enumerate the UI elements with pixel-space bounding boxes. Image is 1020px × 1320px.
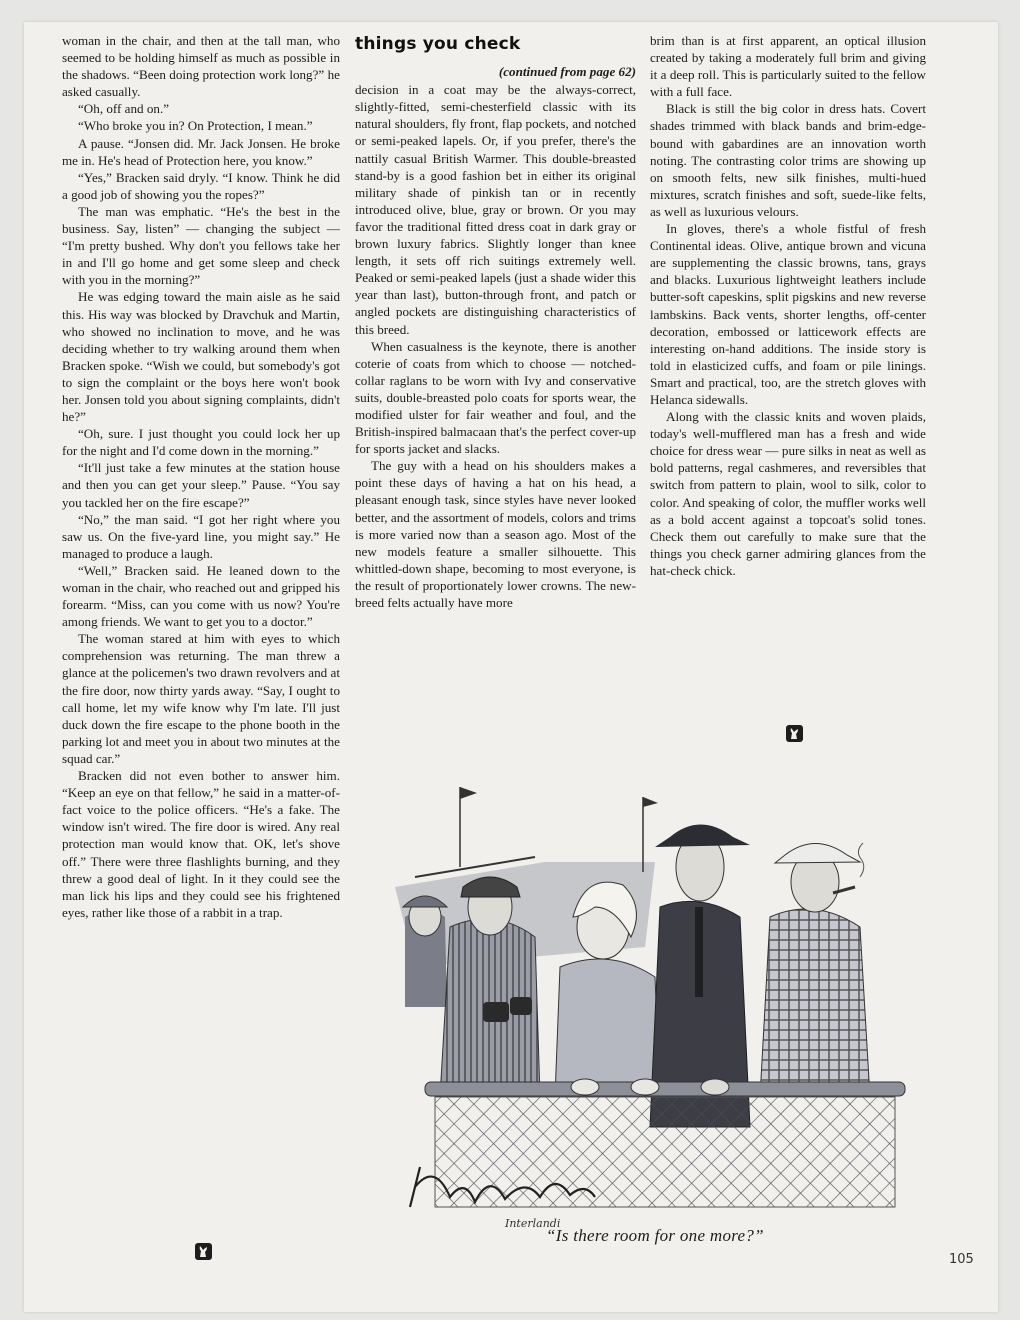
playboy-bunny-endmark-icon xyxy=(195,1243,212,1260)
article-paragraph: brim than is at first apparent, an optical illusion created by taking a moderately full brim and giving it a deep roll. This is particularly suited to the fellow with a full face. xyxy=(650,33,926,100)
story-paragraph: A pause. “Jonsen did. Mr. Jack Jonsen. He broke me in. He's head of Protection here, you know.” xyxy=(62,135,340,168)
artist-signature: Interlandi xyxy=(505,1217,561,1230)
article-paragraph: Along with the classic knits and woven plaids, today's well-mufflered man has a fresh and wide choice for dress wear — pure silks in neat as well as bold patterns, regal cashmeres, and reversibles that switch from pattern to plain, wool to silk, color to color. And speaking of color, the muffler works well as a bold accent against a topcoat's solid tones. Check them out carefully to make sure that the things you check garner admiring glances from the hat-check chick. xyxy=(650,409,926,578)
article-paragraph: decision in a coat may be the always-correct, slightly-fitted, semi-chesterfield classic with its natural shoulders, fly front, flap pockets, and notched or semi-peaked lapels. Or, if you prefer, there's the nattily casual British Warmer. This double-breasted stand-by is a good fashion bet in either its original military shade of pinkish tan or in recently introduced olive, blue, gray or brown. Or you may favor the traditional fitted dress coat in dark gray or brown luxury fabrics. Slightly longer than knee length, it sets off rich suitings extremely well. Peaked or semi-peaked lapels (just a shade wider this year than last), button-through front, and patch or angled pockets are distinguishing characteristics of this breed. xyxy=(355,82,636,337)
article-paragraph: In gloves, there's a whole fistful of fresh Continental ideas. Olive, antique brown and vicuna are supplementing the classic browns, tans, grays and blacks. Luxurious lightweight leathers include butter-soft capeskins, split pigskins and new reverse lambskins. Back vents, shorter lengths, off-center decoration, embossed or latticework effects are interesting on-hand additions. The inside story is told in elasticized cuffs, and foam or pile linings. Smart and practical, too, are the stretch gloves with Helanca sidewalls. xyxy=(650,221,926,407)
story-paragraph: “Yes,” Bracken said dryly. “I know. Think he did a good job of showing you the ropes?” xyxy=(62,169,340,202)
story-paragraph: “It'll just take a few minutes at the station house and then you can get your sleep.” Pause. “You say you tackled her on the fire escape?” xyxy=(62,460,340,510)
story-paragraph: He was edging toward the main aisle as he said this. His way was blocked by Dravchuk and Martin, who showed no inclination to move, and he was deciding whether to try walking around them when Bracken spoke. “Wish we could, but somebody's got to sign the complaint or the boys here won't book her. Jonsen told you about signing complaints, didn't he?” xyxy=(62,289,340,425)
story-paragraph: The woman stared at him with eyes to which comprehension was returning. The man threw a glance at the policemen's two drawn revolvers and at the fire door, now thirty yards away. “Say, I ought to call home, let my wife know why I'm late. I'll just duck down the fire escape to the phone booth in the parking lot and meet you in about two minutes at the squad car.” xyxy=(62,631,340,766)
article-headline: things you check xyxy=(355,34,521,54)
cartoon-illustration xyxy=(355,767,955,1237)
fashion-column-2 xyxy=(355,32,636,611)
story-paragraph: “Oh, off and on.” xyxy=(78,101,170,117)
cartoon-caption: “Is there room for one more?” xyxy=(546,1226,764,1245)
continued-from-note: (continued from page 62) xyxy=(498,64,636,80)
article-paragraph: The guy with a head on his shoulders makes a point these days of having a hat on his head, a pleasant enough task, since styles have never looked better, and the assortment of models, colors and trims is more varied now than a season ago. Most of the new models feature a smaller silhouette. This whittled-down shape, becoming to most everyone, is the result of proportionately lower crowns. The new-breed felts actually have more xyxy=(355,458,636,610)
racetrack-crowd-drawing xyxy=(355,767,955,1237)
fashion-column-3 xyxy=(650,32,926,579)
playboy-bunny-endmark-icon xyxy=(786,725,803,742)
story-paragraph: woman in the chair, and then at the tall man, who seemed to be holding himself as much as possible in the shadows. “Been doing protection work long?” he asked casually. xyxy=(62,33,340,100)
story-paragraph: Bracken did not even bother to answer him. “Keep an eye on that fellow,” he said in a matter-of-fact voice to the police officers. “He's a fake. The window isn't wired. The fire door is wired. Any real protection man would know that. OK, let's shove off.” There were three flashlights burning, and they threw a good deal of light. In it they could see the man lick his lips and they could see his frightened eyes, rather like those of a rabbit in a trap. xyxy=(62,768,340,920)
magazine-page xyxy=(24,22,998,1312)
article-paragraph: When casualness is the keynote, there is another coterie of coats from which to choose — notched-collar raglans to be worn with Ivy and conservative suits, double-breasted polo coats for sports wear, the modified ulster for fair weather and foul, and the British-inspired balmacaan that's the perfect cover-up for sports jacket and slacks. xyxy=(355,338,636,457)
story-paragraph: “Well,” Bracken said. He leaned down to the woman in the chair, who reached out and gripped his forearm. “Miss, can you come with us now? You're among friends. We want to get you to a doctor.” xyxy=(62,562,340,630)
page-number: 105 xyxy=(949,1252,974,1267)
story-column xyxy=(62,32,340,921)
story-paragraph: The man was emphatic. “He's the best in the business. Say, listen” — changing the subject — “I'm pretty bushed. Why don't you fellows take her in and I'll go home and get some sleep and check with you in the morning?” xyxy=(62,203,340,288)
story-paragraph: “Oh, sure. I just thought you could lock her up for the night and I'd come down in the morning.” xyxy=(62,426,340,459)
story-paragraph: “Who broke you in? On Protection, I mean.” xyxy=(78,118,313,134)
article-paragraph: Black is still the big color in dress hats. Covert shades trimmed with black bands and brim-edge-bound with gabardines are an innovation worth noting. The contrasting color trims are showing up on smooth felts, new silk finishes, multi-hued mixtures, scratch finishes and soft, suede-like felts, as well as luxurious velours. xyxy=(650,101,926,219)
story-paragraph: “No,” the man said. “I got her right where you saw us. On the five-yard line, you might say.” He managed to produce a laugh. xyxy=(62,511,340,561)
